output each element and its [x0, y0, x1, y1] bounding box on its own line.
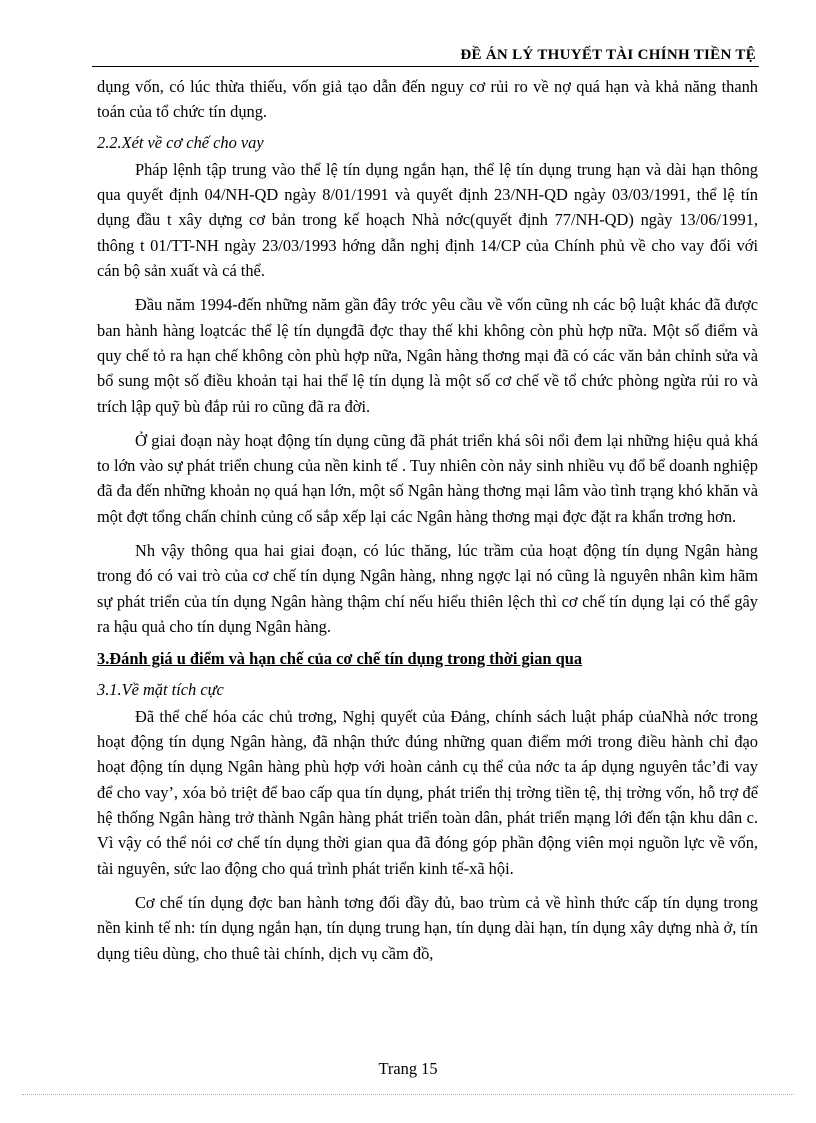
- paragraph-giai-doan: Ở giai đoạn này hoạt động tín dụng cũng đã phát triển khá sôi nổi đem lại những hiệu quả khá to lớn vào sự phát triển chung của nền kinh tế . Tuy nhiên còn nảy sinh nhiều vụ đổ bể doanh nghiệp đã đa đến những khoản nọ quá hạn lớn, một số Ngân hàng thơng mại lâm vào tình trạng khó khăn và một đợt tổng chấn chỉnh củng cố sắp xếp lại các Ngân hàng thơng mại đợc đặt ra khẩn trơng hơn.: [97, 430, 758, 526]
- page-content: [97, 74, 758, 966]
- running-header-title: ĐỀ ÁN LÝ THUYẾT TÀI CHÍNH TIỀN TỆ: [460, 47, 756, 63]
- paragraph-continued: dụng vốn, có lúc thừa thiếu, vốn giả tạo dẫn đến nguy cơ rủi ro về nợ quá hạn và khả năng thanh toán của tổ chức tín dụng.: [97, 77, 758, 122]
- paragraph-dau-nam-1994: Đầu năm 1994-đến những năm gần đây trớc yêu cầu về vốn cũng nh các bộ luật khác đã được ban hành hàng loạtcác thể lệ tín dụngđã đợc thay thế khi không còn phù hợp nữa. Một số điểm và quy chế tỏ ra hạn chế không còn phù hợp nữa, Ngân hàng thơng mại đã có các văn bản chỉnh sửa và bổ sung một số điều khoản tại hai thể lệ tín dụng là một số cơ chế về tổ chức phòng ngừa rủi ro và trích lập quỹ bù đắp rủi ro cũng đã ra đời.: [97, 295, 758, 416]
- subheading-3-1: 3.1.Về mặt tích cực: [97, 679, 224, 699]
- header-rule: [92, 66, 759, 67]
- paragraph-hai-giai-doan: Nh vậy thông qua hai giai đoạn, có lúc thăng, lúc trầm của hoạt động tín dụng Ngân hàng trong đó có vai trò của cơ chế tín dụng Ngân hàng, nhng ngợc lại nó cũng là nguyên nhân kìm hãm sự phát triển của tín dụng Ngân hàng thậm chí nếu hiểu thiên lệch thì cơ chế tín dụng lại có thể gây ra hậu quả cho tín dụng Ngân hàng.: [97, 541, 758, 636]
- paragraph-co-che-tin-dung: Cơ chế tín dụng đợc ban hành tơng đối đầy đủ, bao trùm cả về hình thức cấp tín dụng trong nền kinh tế nh: tín dụng ngắn hạn, tín dụng trung hạn, tín dụng dài hạn, tín dụng xây dựng nhà ở, tín dụng tiêu dùng, cho thuê tài chính, dịch vụ cầm đồ,: [97, 892, 758, 963]
- section-heading-3: 3.Đánh giá u điểm và hạn chế của cơ chế tín dụng trong thời gian qua: [97, 649, 583, 669]
- page-number: Trang 15: [378, 1059, 438, 1078]
- paragraph-phap-lenh: Pháp lệnh tập trung vào thể lệ tín dụng ngắn hạn, thể lệ tín dụng trung hạn và dài hạn thông qua quyết định 04/NH-QD ngày 8/01/1991 và quyết định 23/NH-QD ngày 03/03/1991, thể lệ tín dụng đầu t xây dựng cơ bản trong kế hoạch Nhà nớc(quyết định 77/NH-QD) ngày 13/06/1991, thông t 01/TT-NH ngày 23/03/1993 hớng dẫn nghị định 14/CP của Chính phủ về cho vay đối với cán bộ sản xuất và cá thể.: [97, 159, 758, 281]
- paragraph-the-che-hoa: Đã thể chế hóa các chủ trơng, Nghị quyết của Đảng, chính sách luật pháp củaNhà nớc trong hoạt động tín dụng Ngân hàng, đã nhận thức đúng những quan điểm mới trong điều hành chỉ đạo hoạt động tín dụng Ngân hàng phù hợp với hoàn cảnh cụ thể của nớc ta áp dụng nguyên tắc’đi vay để cho vay’, xóa bỏ triệt để bao cấp qua tín dụng, phát triển thị trờng tiền tệ, thị trờng vốn, hỗ trợ để hệ thống Ngân hàng trở thành Ngân hàng phát triển toàn dân, phát triển mạng lới đến tận khu dân c. Vì vậy có thể nói cơ chế tín dụng thời gian qua đã đóng góp phần động viên mọi nguồn lực về vốn, tài nguyên, sức lao động cho quá trình phát triển kinh tế-xã hội.: [97, 706, 758, 878]
- subheading-2-2: 2.2.Xét về cơ chế cho vay: [97, 132, 264, 152]
- page-bottom-border: [22, 1094, 794, 1095]
